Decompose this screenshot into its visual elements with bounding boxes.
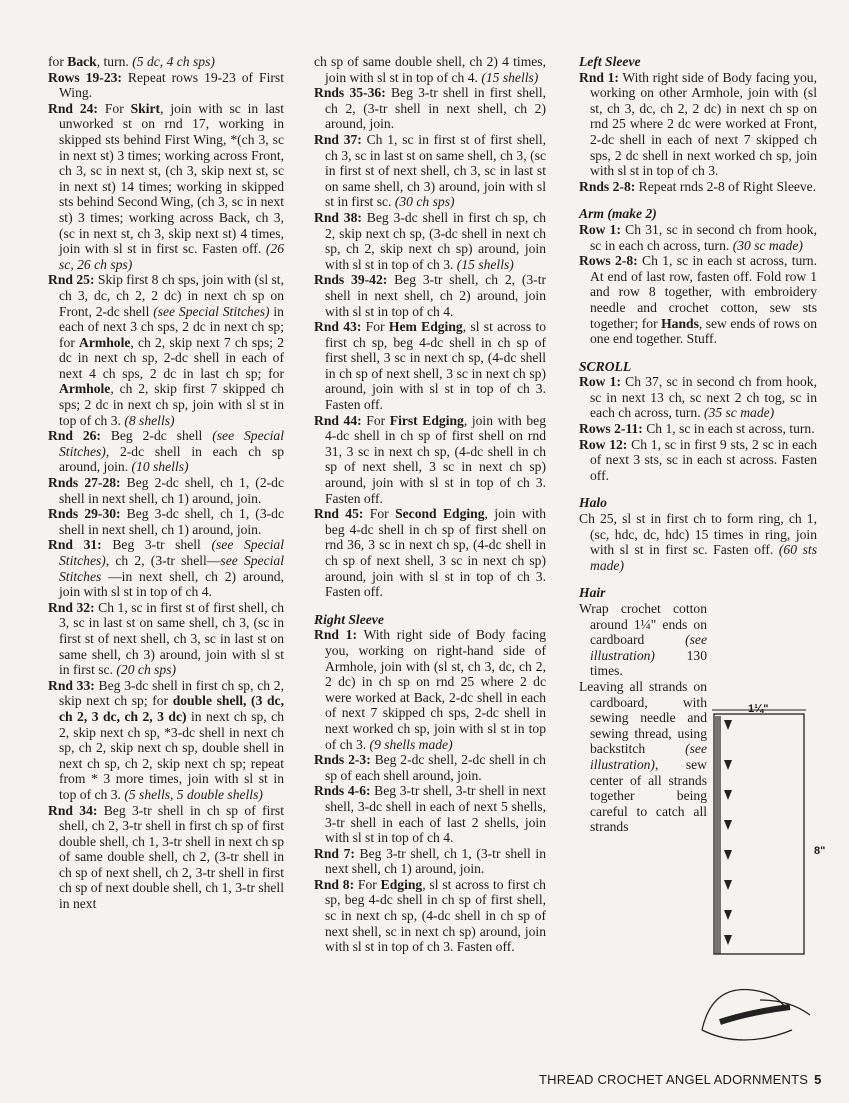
instruction-paragraph: Rnd 24: For Skirt, join with sc in last unworked st on rnd 17, working in skipped sts behind First Wing, *(ch 3, sc in next st) 3 times; working across Front, ch 3, sc in next st, (ch 3, skip next st, sc in next st) 14 times; working in skipped sts behind Second Wing, (ch 3, sc in next st) 3 times; working across Back, ch 3, (sc in next st, ch 3, skip next st) 4 times, join with sl st in first sc. Fasten off. (26 sc, 26 ch sps) <box>48 100 284 272</box>
section-heading: Hair <box>579 585 606 601</box>
instruction-paragraph: Row 1: Ch 31, sc in second ch from hook, sc in each ch across, turn. (30 sc made) <box>579 221 817 253</box>
instruction-paragraph: Rows 2-11: Ch 1, sc in each st across, turn. <box>579 421 815 437</box>
instruction-paragraph: Rnd 26: Beg 2-dc shell (see Special Stitches), 2-dc shell in each ch sp around, join. (10 shells) <box>48 428 284 475</box>
instruction-paragraph: Rnd 25: Skip first 8 ch sps, join with (sl st, ch 3, dc, ch 2, 2 dc) in next ch sp on Front, 2-dc shell (see Special Stitches) in each of next 3 ch sps, 2 dc in next ch sp; for Armhole, ch 2, skip next 7 ch sps; 2 dc in next ch sp, 2-dc shell in each of next 4 ch sps, 2 dc in last ch sp; for Armhole, ch 2, skip first 7 skipped ch sps; 2 dc in next ch sp, join with sl st in top of ch 3. (8 shells) <box>48 272 284 428</box>
instruction-paragraph: ch sp of same double shell, ch 2) 4 times, join with sl st in top of ch 4. (15 shells) <box>314 54 546 85</box>
instruction-paragraph: Rnd 8: For Edging, sl st across to first ch sp, beg 4-dc shell in ch sp of first shell, sc in next ch sp, (4-dc shell in ch sp of next shell, sc in next ch sp) around, join with sl st in top of ch 3. Fasten off. <box>314 876 546 955</box>
instruction-paragraph: Rnds 2-8: Repeat rnds 2-8 of Right Sleeve. <box>579 178 817 194</box>
section-gap <box>579 347 817 359</box>
instruction-paragraph: Rows 19-23: Repeat rows 19-23 of First Wing. <box>48 69 284 101</box>
instruction-paragraph: Rnd 45: For Second Edging, join with beg 4-dc shell in ch sp of first shell on rnd 36, 3 sc in next ch sp, (4-dc shell in ch sp of next shell, 3 sc in next ch sp) around, join with sl st in top of ch 3. Fasten off. <box>314 506 546 600</box>
cardboard-drawing <box>700 700 840 1080</box>
instruction-paragraph: Rnds 35-36: Beg 3-tr shell in first shell, ch 2, (3-tr shell in next shell, ch 2) around, join. <box>314 85 546 132</box>
height-dimension-label: 8" <box>814 845 826 857</box>
hair-illustration <box>700 700 840 1080</box>
instruction-paragraph: Rnds 2-3: Beg 2-dc shell, 2-dc shell in ch sp of each shell around, join. <box>314 752 546 783</box>
instruction-paragraph: Rnd 33: Beg 3-dc shell in first ch sp, ch 2, skip next ch sp; for double shell, (3 dc, ch 2, 3 dc, ch 2, 3 dc) in next ch sp, ch 2, skip next ch sp, *3-dc shell in next ch sp, ch 2, skip next ch sp, double shell in next ch sp, ch 2, skip next ch sp; repeat from * 3 more times, join with sl st in top of ch 3. (5 shells, 5 double shells) <box>48 677 285 802</box>
instruction-paragraph: Row 12: Ch 1, sc in first 9 sts, 2 sc in each of next 3 sts, sc in each st across. Fasten off. <box>579 436 817 483</box>
instruction-paragraph: Rows 2-8: Ch 1, sc in each st across, turn. At end of last row, fasten off. Fold row 1 and row 8 together, with embroidery needle and crochet cotton, sew sts together; for Hands, sew ends of rows on one end together. Stuff. <box>579 253 817 347</box>
section-heading: Arm (make 2) <box>579 206 657 222</box>
column-1 <box>48 54 284 912</box>
section-heading: Left Sleeve <box>579 54 641 69</box>
hair-instructions <box>579 601 707 835</box>
instruction-paragraph: Rnd 1: With right side of Body facing you, working on right-hand side of Armhole, join with (sl st, ch 3, dc, ch 2, 2 dc) in ch sp on rnd 25 where 2 dc were worked at Back, 2-dc shell in each of next 7 skipped ch sps, 2-dc shell in next worked ch sp, join with sl st in top of ch 3. (9 shells made) <box>314 627 546 752</box>
section-gap <box>579 194 817 206</box>
section-heading: Halo <box>579 495 607 511</box>
instruction-paragraph: Rnd 7: Beg 3-tr shell, ch 1, (3-tr shell in next shell, ch 1) around, join. <box>314 845 546 877</box>
instruction-paragraph: Rnds 4-6: Beg 3-tr shell, 3-tr shell in next shell, 3-dc shell in each of next 5 shells, 3-tr shell in each of last 2 shells, join with sl st in top of ch 4. <box>314 783 546 846</box>
instruction-paragraph: Rnd 34: Beg 3-tr shell in ch sp of first shell, ch 2, 3-tr shell in first ch sp of first double shell, ch 1, 3-tr shell in next ch sp of same double shell, ch 2, (3-tr shell in ch sp of next shell, ch 2, 3-tr shell in first ch sp of next double shell, ch 1, 3-tr shell in next <box>48 802 284 912</box>
instruction-paragraph: Rnd 32: Ch 1, sc in first st of first shell, ch 3, sc in last st on same shell, ch 3, (sc in first st of next shell, ch 3, sc in last st on same shell, ch 3) around, join with sl st in first sc. (20 ch sps) <box>48 599 284 678</box>
instruction-paragraph: Ch 25, sl st in first ch to form ring, ch 1, (sc, hdc, dc, hdc) 15 times in ring, join with sl st in first sc. Fasten off. (60 sts made) <box>579 511 817 573</box>
column-3-body <box>579 54 817 601</box>
publication-title: THREAD CROCHET ANGEL ADORNMENTS <box>539 1072 809 1087</box>
instruction-paragraph: Rnd 43: For Hem Edging, sl st across to first ch sp, beg 4-dc shell in ch sp of first shell, 3 sc in next ch sp, (4-dc shell in ch sp of next shell, 3 sc in next ch sp) around, join with sl st in top of ch 3. Fasten off. <box>314 319 547 413</box>
section-heading: Right Sleeve <box>314 611 384 627</box>
page-number: 5 <box>814 1072 822 1087</box>
instruction-paragraph: Rnds 39-42: Beg 3-tr shell, ch 2, (3-tr shell in next shell, ch 2) around, join with sl st in top of ch 4. <box>314 272 546 319</box>
width-dimension-label: 1¼" <box>748 703 769 715</box>
page-footer <box>539 1072 822 1087</box>
instruction-paragraph: Rnd 44: For First Edging, join with beg 4-dc shell in ch sp of first shell on rnd 31, 3 sc in next ch sp, (4-dc shell in ch sp of next shell, 3 sc in next ch sp) around, join with sl st in top of ch 3. Fasten off. <box>314 412 546 506</box>
section-gap <box>579 573 817 585</box>
instruction-paragraph: Rnd 37: Ch 1, sc in first st of first shell, ch 3, sc in last st on same shell, ch 3, (sc in first st of next shell, ch 3, sc in last st on same shell, ch 3) around, join with sl st in first sc. (30 ch sps) <box>314 131 546 210</box>
hair-step-2: Leaving all strands on cardboard, with sewing needle and sewing thread, using backstitch (see illustration), sew center of all strands together being careful to catch all strands <box>579 678 707 835</box>
hair-step-1: Wrap crochet cotton around 1¼" ends on cardboard (see illustration) 130 times. <box>579 601 707 679</box>
instruction-paragraph: Rnds 27-28: Beg 2-dc shell, ch 1, (2-dc shell in next shell, ch 1) around, join. <box>48 475 284 506</box>
instruction-paragraph: Row 1: Ch 37, sc in second ch from hook, sc in next 13 ch, sc next 2 ch tog, sc in each ch across, turn. (35 sc made) <box>579 374 817 421</box>
column-2 <box>314 54 546 955</box>
instruction-paragraph: for Back, turn. (5 dc, 4 ch sps) <box>48 54 215 69</box>
section-gap <box>314 600 546 612</box>
instruction-paragraph: Rnd 31: Beg 3-tr shell (see Special Stitches), ch 2, (3-tr shell—see Special Stitches —in next shell, ch 2) around, join with sl st in top of ch 4. <box>48 537 285 600</box>
instruction-paragraph: Rnd 1: With right side of Body facing you, working on other Armhole, join with (sl st, ch 3, dc, ch 2, 2 dc) in next ch sp on rnd 25 where 2 dc were worked at Front, 2-dc shell in each of next 7 skipped ch sps, 2 dc shell in next worked ch sp, join with sl st in top of ch 3. <box>579 69 817 179</box>
section-heading: SCROLL <box>579 358 632 374</box>
instruction-paragraph: Rnds 29-30: Beg 3-dc shell, ch 1, (3-dc shell in next shell, ch 1) around, join. <box>48 506 284 537</box>
section-gap <box>579 483 817 495</box>
instruction-paragraph: Rnd 38: Beg 3-dc shell in first ch sp, ch 2, skip next ch sp, (3-dc shell in next ch sp, ch 2, skip next ch sp) around, join with sl st in top of ch 3. (15 shells) <box>314 209 546 272</box>
